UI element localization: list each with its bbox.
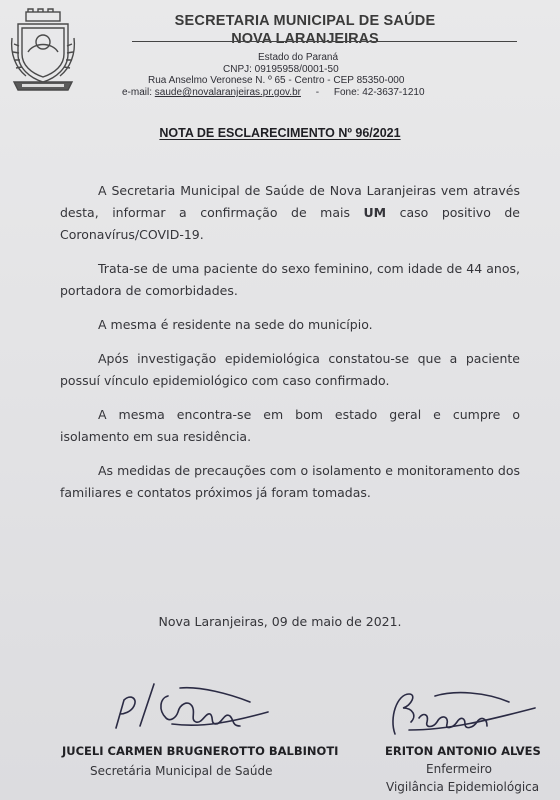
organization-name: SECRETARIA MUNICIPAL DE SAÚDE: [174, 13, 436, 29]
place-and-date: Nova Laranjeiras, 09 de maio de 2021.: [158, 614, 402, 629]
contact-separator: -: [315, 87, 320, 98]
address-line: Rua Anselmo Veronese N. º 65 - Centro - CEP 85350-000: [148, 75, 405, 86]
signatory-2-role: Enfermeiro: [426, 762, 492, 776]
paragraph-3: A mesma é residente na sede do município.: [98, 317, 373, 332]
email-link[interactable]: saude@novalaranjeiras.pr.gov.br: [154, 87, 301, 98]
signatory-2-department: Vigilância Epidemiológica: [386, 780, 540, 794]
paragraph-4: Após investigação epidemiológica constatou-se que a paciente possuí vínculo epidemiológico com caso confirmado.: [60, 351, 520, 388]
document-body: [60, 180, 520, 516]
signature-2-handwritten: [385, 684, 545, 744]
paragraph-6: As medidas de precauções com o isolamento e monitoramento dos familiares e contatos próximos já foram tomadas.: [60, 463, 520, 500]
paragraph-2: Trata-se de uma paciente do sexo feminino, com idade de 44 anos, portadora de comorbidades.: [60, 261, 520, 298]
header-divider: [132, 41, 517, 42]
signatory-2-name: ERITON ANTONIO ALVES: [385, 744, 541, 758]
signatory-1-name: JUCELI CARMEN BRUGNEROTTO BALBINOTI: [62, 744, 339, 758]
signature-1-handwritten: [110, 680, 280, 740]
document-title: NOTA DE ESCLARECIMENTO Nº 96/2021: [159, 126, 401, 140]
state-line: Estado do Paraná: [258, 52, 339, 63]
phone-number: Fone: 42-3637-1210: [333, 87, 425, 98]
letterhead: [140, 12, 470, 48]
municipal-crest-seal: [8, 8, 78, 100]
cnpj-line: CNPJ: 09195958/0001-50: [223, 64, 339, 75]
paragraph-1: A Secretaria Municipal de Saúde de Nova Laranjeiras vem através desta, informar a confirmação de mais UM caso positivo de Coronavírus/COVID-19.: [60, 183, 520, 242]
city-name: NOVA LARANJEIRAS: [231, 31, 379, 47]
paragraph-5: A mesma encontra-se em bom estado geral e cumpre o isolamento em sua residência.: [60, 407, 520, 444]
email-label: e-mail:: [122, 87, 153, 98]
signatory-1-role: Secretária Municipal de Saúde: [90, 764, 273, 778]
case-count: UM: [363, 205, 387, 220]
contact-line: [122, 87, 425, 98]
